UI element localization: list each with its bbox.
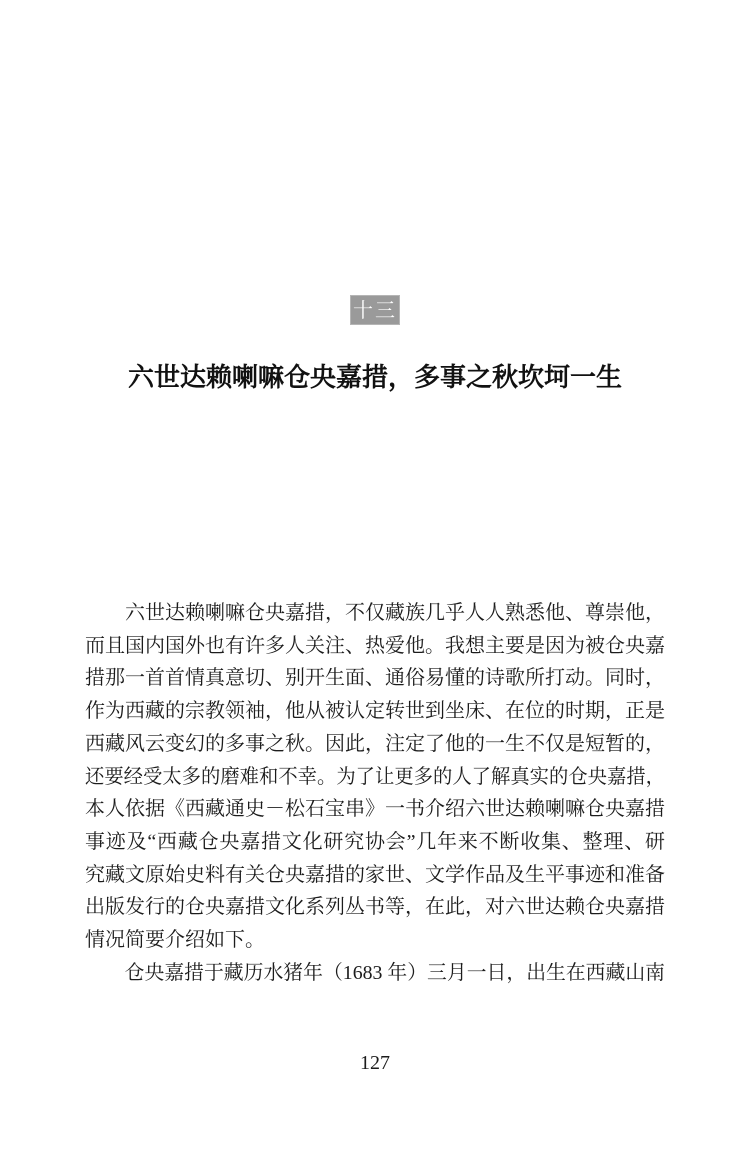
body-line: 出版发行的仓央嘉措文化系列丛书等，在此，对六世达赖仓央嘉措 [85, 896, 665, 919]
body-line: 情况简要介绍如下。 [85, 929, 265, 952]
body-line: 六世达赖喇嘛仓央嘉措，不仅藏族几乎人人熟悉他、尊崇他， [125, 602, 665, 624]
body-line: 西藏风云变幻的多事之秋。因此，注定了他的一生不仅是短暂的， [85, 732, 665, 755]
body-text [85, 597, 665, 989]
page-number: 127 [360, 1052, 390, 1074]
chapter-number-row [0, 295, 750, 325]
body-line: 本人依据《西藏通史－松石宝串》一书介绍六世达赖喇嘛仓央嘉措 [85, 798, 665, 821]
body-line: 措那一首首情真意切、别开生面、通俗易懂的诗歌所打动。同时， [85, 667, 665, 690]
body-line: 而且国内国外也有许多人关注、热爱他。我想主要是因为被仓央嘉 [85, 634, 665, 657]
chapter-title: 六世达赖喇嘛仓央嘉措，多事之秋坎坷一生 [127, 363, 622, 393]
body-line: 究藏文原始史料有关仓央嘉措的家世、文学作品及生平事迹和准备 [85, 863, 665, 886]
body-line: 还要经受太多的磨难和不幸。为了让更多的人了解真实的仓央嘉措， [85, 765, 665, 788]
body-line: 作为西藏的宗教领袖，他从被认定转世到坐床、在位的时期，正是 [85, 700, 665, 723]
body-line: 事迹及“西藏仓央嘉措文化研究协会”几年来不断收集、整理、研 [85, 830, 665, 853]
chapter-number-badge: 十三 [350, 295, 400, 325]
body-line: 仓央嘉措于藏历水猪年（1683 年）三月一日，出生在西藏山南 [124, 961, 665, 984]
